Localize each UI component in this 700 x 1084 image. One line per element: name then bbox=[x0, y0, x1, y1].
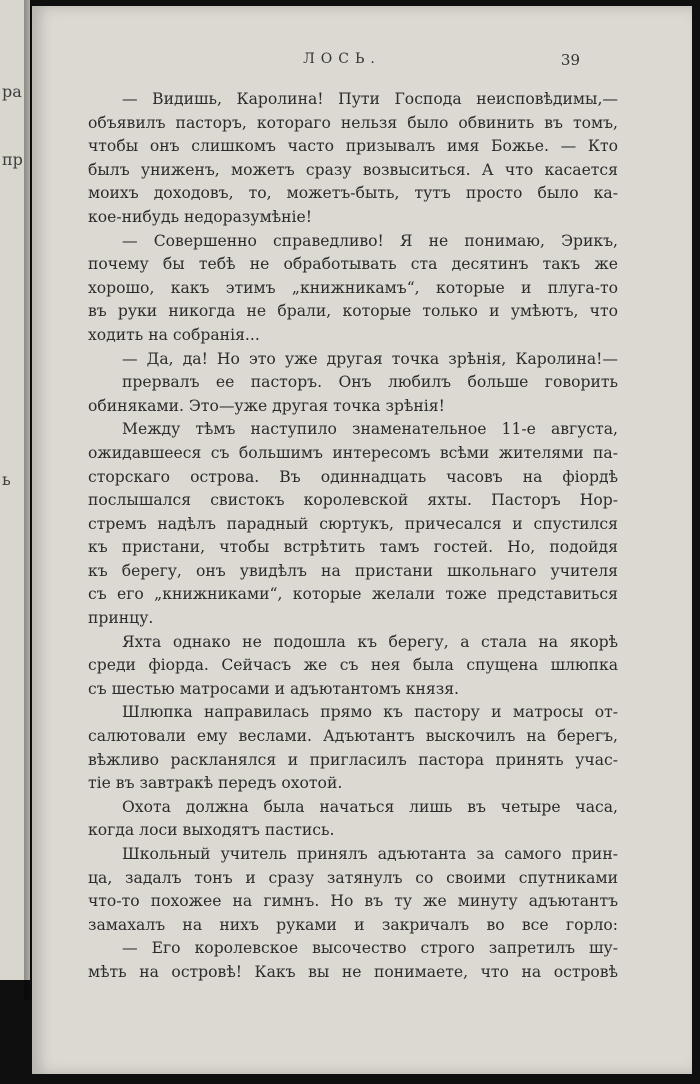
text-line: обиняками. Это—уже другая точка зрѣнія! bbox=[88, 396, 445, 415]
text-line: былъ униженъ, можетъ сразу возвыситься. А что касается bbox=[88, 160, 618, 179]
text-line: Школьный учитель принялъ адъютанта за самого прин- bbox=[122, 845, 618, 863]
text-line: съ шестью матросами и адъютантомъ князя. bbox=[88, 679, 460, 698]
text-line: ходить на собранія... bbox=[88, 325, 260, 344]
adjacent-page-fragment: ра bbox=[2, 82, 22, 101]
text-line: Шлюпка направилась прямо къ пастору и матросы от- bbox=[122, 703, 618, 722]
text-line: когда лоси выходятъ пастись. bbox=[88, 821, 335, 840]
text-line: стремъ надѣлъ парадный сюртукъ, причесался и спустился bbox=[88, 514, 618, 533]
text-line: къ пристани, чтобы встрѣтить тамъ гостей. Но, подойдя bbox=[88, 538, 618, 557]
text-line: послышался свистокъ королевской яхты. Пасторъ Нор- bbox=[88, 491, 618, 510]
text-line: ожидавшееся съ большимъ интересомъ всѣми жителями па- bbox=[88, 443, 618, 462]
text-line: тіе въ завтракѣ передъ охотой. bbox=[88, 774, 343, 793]
text-line: моихъ доходовъ, то, можетъ-быть, тутъ просто было ка- bbox=[88, 184, 618, 203]
text-line: мѣть на островѣ! Какъ вы не понимаете, что на островѣ bbox=[88, 962, 618, 981]
text-paragraph-split bbox=[88, 348, 618, 395]
text-line: салютовали ему веслами. Адъютантъ выскочилъ на берегъ, bbox=[88, 727, 618, 746]
text-line: — Совершенно справедливо! Я не понимаю, Эрикъ, bbox=[122, 231, 618, 250]
text-line: замахалъ на нихъ руками и закричалъ во все горло: bbox=[88, 915, 618, 934]
text-line: — Видишь, Каролина! Пути Господа неисповѣдимы,— bbox=[122, 90, 618, 108]
text-line: что-то похожее на гимнъ. Но въ ту же минуту адъютантъ bbox=[88, 892, 618, 911]
body-text bbox=[88, 88, 618, 985]
adjacent-page-fragment: ь bbox=[2, 470, 11, 489]
text-line: Между тѣмъ наступило знаменательное 11-е августа, bbox=[122, 420, 618, 439]
text-line: въ руки никогда не брали, которые только и умѣютъ, что bbox=[88, 302, 618, 321]
text-line: ца, задалъ тонъ и сразу затянулъ со своими спутниками bbox=[88, 868, 618, 887]
text-line: принцу. bbox=[88, 609, 154, 628]
text-line: — Его королевское высочество строго запретилъ шу- bbox=[122, 939, 618, 958]
text-line: Охота должна была начаться лишь въ четыре часа, bbox=[122, 797, 618, 816]
running-head: ЛОСЬ. bbox=[303, 51, 381, 67]
text-line: почему бы тебѣ не обработывать ста десятинъ такъ же bbox=[88, 255, 618, 274]
text-line: чтобы онъ слишкомъ часто призывалъ имя Божье. — Кто bbox=[88, 137, 618, 156]
text-line-wrapped: — Да, да! Но это уже другая точка зрѣнія, Каролина!—прервалъ ее пасторъ. Онъ любилъ больше говорить bbox=[122, 349, 618, 392]
text-line: хорошо, какъ этимъ „книжникамъ“, которые и плуга-то bbox=[88, 278, 618, 297]
text-line: сторскаго острова. Въ одиннадцать часовъ на фіордѣ bbox=[88, 467, 618, 486]
adjacent-page-fragment: пр bbox=[2, 150, 23, 169]
text-line: вѣжливо раскланялся и пригласилъ пастора принять учас- bbox=[88, 750, 618, 769]
text-line: Яхта однако не подошла къ берегу, а стала на якорѣ bbox=[122, 632, 618, 651]
book-page bbox=[32, 6, 692, 1074]
text-line: кое-нибудь недоразумѣніе! bbox=[88, 207, 313, 226]
text-line: къ берегу, онъ увидѣлъ на пристани школьнаго учителя bbox=[88, 561, 618, 580]
text-line: съ его „книжниками“, которые желали тоже представиться bbox=[88, 585, 618, 604]
text-line: объявилъ пасторъ, котораго нельзя было обвинить въ томъ, bbox=[88, 113, 618, 132]
text-line: среди фіорда. Сейчасъ же съ нея была спущена шлюпка bbox=[88, 656, 618, 675]
page-number: 39 bbox=[560, 51, 580, 69]
